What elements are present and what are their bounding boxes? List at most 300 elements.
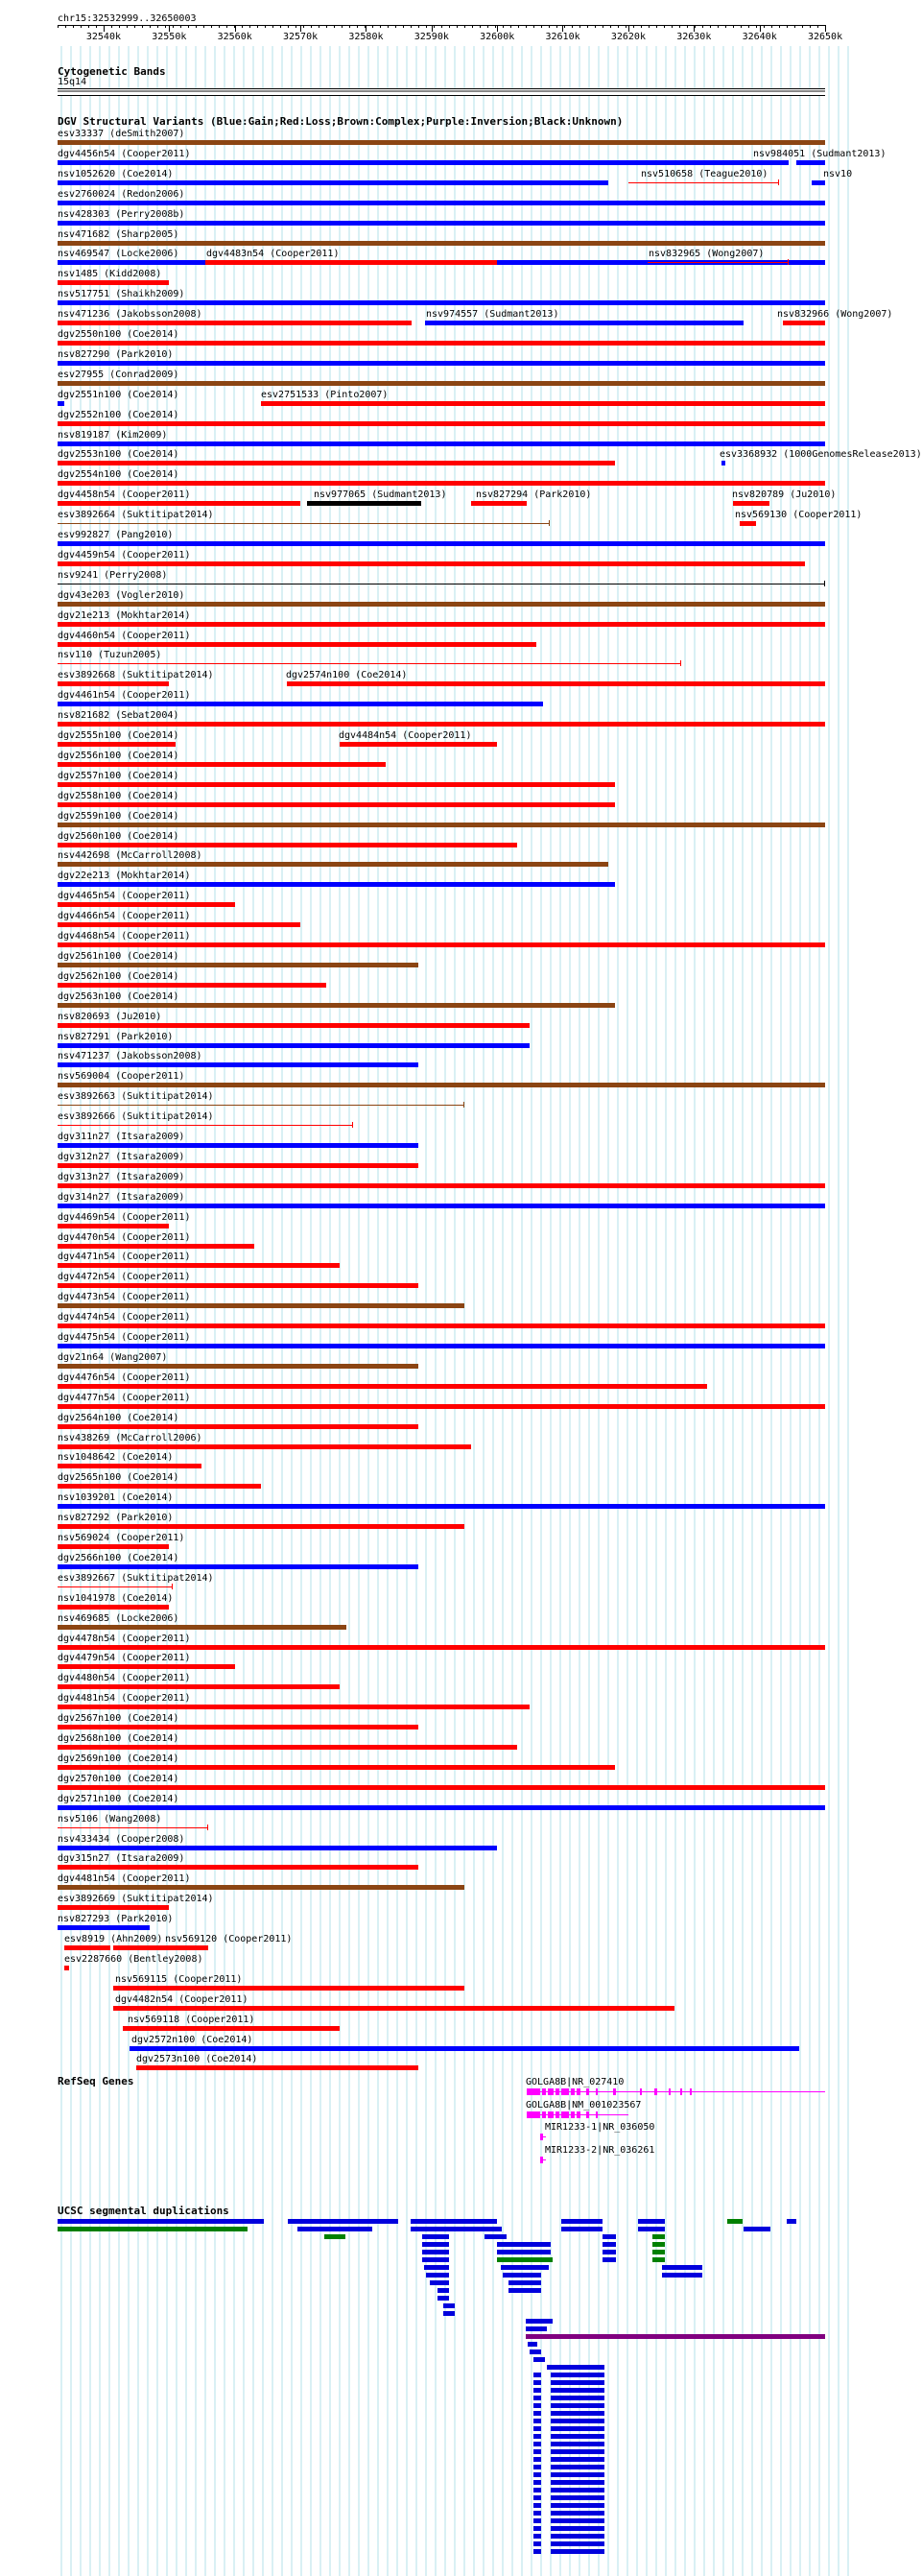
segdup-block[interactable] (411, 2219, 497, 2224)
segdup-block[interactable] (551, 2503, 604, 2508)
refseq-exon[interactable] (561, 2088, 569, 2095)
dgv-variant-bar[interactable] (58, 1204, 825, 1208)
dgv-variant-bar[interactable] (58, 882, 615, 887)
dgv-variant-bar[interactable] (58, 140, 825, 145)
dgv-variant-bar[interactable] (58, 1905, 169, 1910)
ruler-minor-tick (618, 25, 619, 28)
dgv-variant-label: esv2760024 (Redon2006) (58, 188, 185, 200)
dgv-variant-bar[interactable] (58, 1384, 707, 1389)
dgv-variant-bar[interactable] (796, 160, 825, 165)
dgv-variant-label: dgv4479n54 (Cooper2011) (58, 1653, 191, 1664)
dgv-variant-label: dgv2559n100 (Coe2014) (58, 810, 179, 822)
dgv-variant-bar[interactable] (783, 321, 825, 325)
dgv-variant-bar[interactable] (58, 421, 825, 426)
dgv-variant-label: dgv2552n100 (Coe2014) (58, 409, 179, 420)
refseq-exon[interactable] (527, 2088, 540, 2095)
dgv-variant-bar[interactable] (58, 1524, 464, 1529)
refseq-exon[interactable] (540, 2157, 543, 2163)
ruler-minor-tick (480, 25, 481, 28)
segdup-block[interactable] (551, 2480, 604, 2485)
ruler-minor-tick (73, 25, 74, 28)
ruler-minor-tick (403, 25, 404, 28)
dgv-variant-bar[interactable] (58, 1645, 825, 1650)
dgv-variant-bar[interactable] (58, 742, 176, 747)
dgv-variant-bar[interactable] (58, 501, 300, 506)
refseq-exon[interactable] (654, 2088, 657, 2095)
dgv-variant-bar[interactable] (58, 1464, 201, 1468)
segdup-block[interactable] (638, 2219, 665, 2224)
dgv-variant-bar[interactable] (58, 280, 169, 285)
dgv-variant-bar[interactable] (58, 321, 412, 325)
ruler-minor-tick (326, 25, 327, 28)
dgv-variant-bar[interactable] (58, 160, 789, 165)
dgv-variant-label: dgv2570n100 (Coe2014) (58, 1773, 179, 1784)
refseq-exon[interactable] (548, 2088, 554, 2095)
segdup-block[interactable] (551, 2472, 604, 2477)
dgv-variant-bar[interactable] (58, 862, 608, 867)
dgv-variant-bar[interactable] (307, 501, 422, 506)
segdup-block[interactable] (526, 2319, 553, 2324)
segdup-block[interactable] (533, 2465, 541, 2469)
dgv-variant-label: nsv1039201 (Coe2014) (58, 1492, 174, 1504)
refseq-exon[interactable] (571, 2088, 575, 2095)
segdup-block[interactable] (652, 2250, 665, 2254)
segdup-block[interactable] (551, 2549, 604, 2554)
segdup-block[interactable] (551, 2534, 604, 2539)
ruler-minor-tick (587, 25, 588, 28)
dgv-variant-label: dgv4477n54 (Cooper2011) (58, 1392, 191, 1403)
dgv-variant-label: dgv4471n54 (Cooper2011) (58, 1252, 191, 1263)
ruler-minor-tick (142, 25, 143, 28)
segdup-block[interactable] (424, 2265, 449, 2270)
segdup-block[interactable] (497, 2257, 553, 2262)
segdup-block[interactable] (422, 2250, 449, 2254)
ruler-minor-tick (81, 25, 82, 28)
ruler-minor-tick (119, 25, 120, 28)
dgv-variant-bar[interactable] (58, 523, 550, 524)
refseq-exon[interactable] (613, 2088, 616, 2095)
dgv-variant-label: nsv471237 (Jakobsson2008) (58, 1051, 202, 1062)
segdup-block[interactable] (526, 2326, 547, 2331)
dgv-variant-bar[interactable] (58, 541, 825, 546)
segdup-block[interactable] (437, 2296, 449, 2301)
segdup-block[interactable] (526, 2334, 825, 2339)
segdup-block[interactable] (551, 2518, 604, 2523)
segdup-block[interactable] (533, 2495, 541, 2500)
segdup-block[interactable] (485, 2234, 507, 2239)
segdup-block[interactable] (652, 2234, 665, 2239)
segdup-block[interactable] (426, 2273, 449, 2278)
segdup-block[interactable] (787, 2219, 796, 2224)
dgv-variant-label: dgv4476n54 (Cooper2011) (58, 1371, 191, 1383)
dgv-variant-bar[interactable] (58, 1805, 825, 1810)
dgv-variant-bar[interactable] (58, 221, 825, 226)
dgv-variant-bar[interactable] (58, 1023, 530, 1028)
segdup-block[interactable] (443, 2311, 455, 2316)
segdup-block[interactable] (324, 2234, 345, 2239)
dgv-variant-bar[interactable] (58, 1885, 464, 1890)
dgv-variant-bar[interactable] (64, 1966, 69, 1970)
segdup-block[interactable] (533, 2480, 541, 2485)
ruler-major-tick (628, 25, 629, 32)
dgv-variant-bar[interactable] (58, 1605, 169, 1610)
dgv-variant-bar[interactable] (58, 681, 169, 686)
ruler-minor-tick (748, 25, 749, 28)
segdup-block[interactable] (551, 2380, 604, 2385)
refseq-exon[interactable] (640, 2088, 642, 2095)
dgv-variant-bar[interactable] (812, 180, 825, 185)
segdup-block[interactable] (508, 2280, 541, 2285)
dgv-variant-bar[interactable] (58, 1043, 530, 1048)
dgv-variant-bar[interactable] (113, 1945, 208, 1950)
segdup-block[interactable] (533, 2396, 541, 2400)
ruler-tick-label: 32540k (85, 32, 121, 42)
segdup-block[interactable] (603, 2250, 616, 2254)
segdup-block[interactable] (422, 2242, 449, 2247)
dgv-variant-bar[interactable] (58, 300, 825, 305)
dgv-variant-bar[interactable] (58, 702, 543, 706)
dgv-variant-bar[interactable] (58, 782, 615, 787)
ruler-minor-tick (157, 25, 158, 28)
dgv-variant-bar[interactable] (58, 1846, 497, 1850)
dgv-variant-bar[interactable] (58, 1224, 169, 1228)
ruler-tick-label: 32570k (282, 32, 319, 42)
segdup-block[interactable] (551, 2449, 604, 2454)
segdup-block[interactable] (561, 2227, 603, 2231)
refseq-exon[interactable] (586, 2111, 589, 2118)
dgv-variant-label: dgv4474n54 (Cooper2011) (58, 1312, 191, 1324)
dgv-variant-label: dgv4459n54 (Cooper2011) (58, 549, 191, 561)
dgv-variant-bar[interactable] (58, 1925, 150, 1930)
dgv-variant-bar[interactable] (58, 381, 825, 386)
dgv-variant-label: dgv2556n100 (Coe2014) (58, 750, 179, 761)
refseq-exon[interactable] (577, 2088, 580, 2095)
dgv-variant-bar[interactable] (58, 902, 235, 907)
segdup-block[interactable] (58, 2219, 264, 2224)
segdup-block[interactable] (551, 2419, 604, 2423)
dgv-variant-label: dgv4478n54 (Cooper2011) (58, 1633, 191, 1644)
refseq-exon[interactable] (556, 2088, 559, 2095)
dgv-variant-bar[interactable] (58, 1625, 346, 1630)
dgv-variant-bar[interactable] (58, 201, 825, 205)
dgv-variant-bar[interactable] (58, 401, 64, 406)
ruler-major-tick (497, 25, 498, 32)
ruler-minor-tick (664, 25, 665, 28)
segdup-block[interactable] (551, 2526, 604, 2531)
segdup-block[interactable] (561, 2219, 603, 2224)
ruler-minor-tick (357, 25, 358, 28)
dgv-variant-bar[interactable] (130, 2046, 798, 2051)
segdup-block[interactable] (551, 2457, 604, 2462)
refseq-exon[interactable] (542, 2111, 546, 2118)
dgv-variant-bar[interactable] (58, 180, 608, 185)
segdup-block[interactable] (533, 2434, 541, 2439)
dgv-variant-bar[interactable] (58, 942, 825, 947)
dgv-variant-bar[interactable] (58, 1083, 825, 1087)
dgv-variant-bar[interactable] (58, 762, 386, 767)
dgv-variant-bar[interactable] (58, 963, 418, 967)
dgv-variant-bar[interactable] (58, 1105, 464, 1106)
segdup-block[interactable] (533, 2541, 541, 2546)
segdup-block[interactable] (422, 2234, 449, 2239)
dgv-variant-label: nsv510658 (Teague2010) (641, 168, 768, 179)
dgv-variant-bar[interactable] (58, 341, 825, 346)
refseq-exon[interactable] (586, 2088, 589, 2095)
dgv-variant-label: esv3892667 (Suktitipat2014) (58, 1572, 214, 1584)
segdup-block[interactable] (638, 2227, 665, 2231)
segdup-block[interactable] (551, 2411, 604, 2416)
segdup-block[interactable] (533, 2457, 541, 2462)
segdup-block[interactable] (603, 2257, 616, 2262)
dgv-variant-label: dgv2554n100 (Coe2014) (58, 469, 179, 481)
segdup-block[interactable] (533, 2357, 545, 2362)
dgv-variant-bar[interactable] (261, 401, 825, 406)
ruler-minor-tick (487, 25, 488, 28)
ruler-minor-tick (472, 25, 473, 28)
dgv-variant-bar[interactable] (58, 461, 615, 465)
segdup-block[interactable] (533, 2511, 541, 2516)
dgv-variant-bar[interactable] (58, 441, 825, 446)
segdup-block[interactable] (533, 2419, 541, 2423)
dgv-variant-bar[interactable] (648, 262, 789, 263)
segdup-block[interactable] (551, 2388, 604, 2393)
segdup-block[interactable] (533, 2534, 541, 2539)
segdup-block[interactable] (551, 2511, 604, 2516)
dgv-variant-bar[interactable] (58, 983, 326, 988)
dgv-variant-label: nsv569130 (Cooper2011) (735, 510, 863, 521)
segdup-block[interactable] (497, 2242, 551, 2247)
dgv-variant-bar[interactable] (287, 681, 825, 686)
dgv-variant-bar[interactable] (58, 241, 825, 246)
dgv-variant-bar[interactable] (58, 1664, 235, 1669)
segdup-block[interactable] (727, 2219, 743, 2224)
dgv-variant-bar[interactable] (58, 1404, 825, 1409)
refseq-gene-label: MIR1233-2|NR_036261 (545, 2145, 655, 2156)
refseq-exon[interactable] (690, 2088, 692, 2095)
dgv-variant-bar[interactable] (58, 1003, 615, 1008)
dgv-variant-bar[interactable] (733, 501, 769, 506)
dgv-variant-bar[interactable] (740, 521, 756, 526)
segdup-block[interactable] (533, 2488, 541, 2493)
segdup-block[interactable] (533, 2472, 541, 2477)
dgv-variant-bar[interactable] (58, 1705, 530, 1709)
dgv-variant-end-cap (352, 1122, 353, 1128)
segdup-block[interactable] (497, 2250, 551, 2254)
segdup-block[interactable] (533, 2549, 541, 2554)
segdup-block[interactable] (533, 2388, 541, 2393)
ruler-tick-label: 32560k (217, 32, 252, 42)
segdup-block[interactable] (662, 2273, 702, 2278)
dgv-variant-bar[interactable] (58, 561, 805, 566)
dgv-variant-bar[interactable] (58, 1544, 169, 1549)
dgv-variant-label: dgv2561n100 (Coe2014) (58, 950, 179, 962)
dgv-variant-bar[interactable] (58, 1684, 340, 1689)
dgv-variant-bar[interactable] (136, 2065, 418, 2070)
segdup-block[interactable] (533, 2411, 541, 2416)
dgv-variant-bar[interactable] (58, 1303, 464, 1308)
segdup-block[interactable] (297, 2227, 372, 2231)
refseq-exon[interactable] (669, 2088, 671, 2095)
dgv-variant-bar[interactable] (58, 602, 825, 607)
ruler-tick-label: 32580k (348, 32, 384, 42)
refseq-exon[interactable] (596, 2088, 598, 2095)
refseq-exon[interactable] (548, 2111, 554, 2118)
dgv-variant-label: nsv469685 (Locke2006) (58, 1612, 179, 1624)
segdup-block[interactable] (501, 2265, 549, 2270)
segdup-block[interactable] (288, 2219, 398, 2224)
segdup-block[interactable] (533, 2442, 541, 2446)
segdup-block[interactable] (603, 2242, 616, 2247)
dgv-variant-bar[interactable] (58, 1564, 418, 1569)
dgv-variant-bar[interactable] (628, 182, 779, 183)
segdup-block[interactable] (58, 2227, 248, 2231)
dgv-variant-bar[interactable] (58, 1424, 418, 1429)
segdup-block[interactable] (662, 2265, 702, 2270)
dgv-variant-bar[interactable] (58, 1344, 825, 1348)
dgv-variant-bar[interactable] (58, 1444, 471, 1449)
dgv-variant-bar[interactable] (58, 1183, 825, 1188)
dgv-variant-bar[interactable] (123, 2026, 340, 2031)
dgv-variant-label: nsv469547 (Locke2006) (58, 249, 179, 260)
segdup-block[interactable] (551, 2488, 604, 2493)
dgv-variant-bar[interactable] (58, 1865, 418, 1870)
ruler-minor-tick (134, 25, 135, 28)
dgv-variant-bar[interactable] (58, 1785, 825, 1790)
dgv-variant-bar[interactable] (58, 1062, 418, 1067)
segdup-block[interactable] (437, 2288, 449, 2293)
dgv-variant-label: nsv827293 (Park2010) (58, 1914, 174, 1925)
segdup-block[interactable] (430, 2280, 449, 2285)
segdup-block[interactable] (422, 2257, 449, 2262)
dgv-variant-bar[interactable] (58, 802, 615, 807)
dgv-variant-bar[interactable] (471, 501, 527, 506)
segdup-block[interactable] (533, 2426, 541, 2431)
refseq-exon[interactable] (577, 2111, 580, 2118)
segdup-block[interactable] (533, 2518, 541, 2523)
dgv-variant-bar[interactable] (58, 361, 825, 366)
dgv-variant-bar[interactable] (113, 2006, 674, 2011)
dgv-variant-bar[interactable] (58, 1765, 615, 1770)
dgv-variant-bar[interactable] (340, 742, 497, 747)
segdup-block[interactable] (533, 2449, 541, 2454)
dgv-variant-bar[interactable] (58, 1586, 173, 1587)
dgv-variant-bar[interactable] (58, 922, 300, 927)
dgv-variant-label: nsv471236 (Jakobsson2008) (58, 309, 202, 321)
ruler-tick-label: 32630k (676, 32, 712, 42)
segdup-block[interactable] (551, 2434, 604, 2439)
dgv-variant-bar[interactable] (58, 1827, 208, 1828)
dgv-variant-bar[interactable] (58, 481, 825, 486)
dgv-variant-bar[interactable] (58, 1364, 418, 1369)
dgv-variant-bar[interactable] (58, 1163, 418, 1168)
dgv-variant-bar[interactable] (425, 321, 744, 325)
segdup-block[interactable] (551, 2465, 604, 2469)
segdup-block[interactable] (551, 2396, 604, 2400)
segdup-block[interactable] (547, 2365, 604, 2370)
refseq-exon[interactable] (542, 2088, 546, 2095)
dgv-variant-label: nsv827290 (Park2010) (58, 348, 174, 360)
dgv-variant-bar[interactable] (58, 1745, 517, 1750)
dgv-variant-bar[interactable] (58, 642, 536, 647)
segdup-block[interactable] (551, 2495, 604, 2500)
dgv-variant-bar[interactable] (58, 663, 681, 664)
dgv-variant-label: nsv977065 (Sudmant2013) (314, 489, 447, 501)
refseq-exon[interactable] (571, 2111, 575, 2118)
ruler-minor-tick (779, 25, 780, 28)
refseq-exon[interactable] (540, 2134, 543, 2140)
refseq-exon[interactable] (680, 2088, 682, 2095)
ruler-minor-tick (111, 25, 112, 28)
dgv-variant-bar[interactable] (58, 722, 825, 727)
dgv-variant-bar[interactable] (58, 1244, 254, 1249)
segdup-block[interactable] (530, 2349, 541, 2354)
segdup-block[interactable] (411, 2227, 502, 2231)
segdup-block[interactable] (533, 2403, 541, 2408)
segdup-block[interactable] (652, 2257, 665, 2262)
segdup-block[interactable] (603, 2234, 616, 2239)
dgv-variant-label: nsv428303 (Perry2008b) (58, 208, 185, 220)
segdup-block[interactable] (551, 2442, 604, 2446)
segdup-block[interactable] (533, 2373, 541, 2377)
dgv-variant-label: esv2287660 (Bentley2008) (64, 1953, 203, 1965)
dgv-variant-label: nsv1048642 (Coe2014) (58, 1452, 174, 1464)
dgv-variant-bar[interactable] (58, 1725, 418, 1729)
refseq-exon[interactable] (556, 2111, 559, 2118)
segdup-block[interactable] (551, 2373, 604, 2377)
segdup-block[interactable] (551, 2426, 604, 2431)
dgv-variant-bar[interactable] (205, 260, 497, 265)
dgv-variant-bar[interactable] (58, 1125, 353, 1126)
dgv-variant-bar[interactable] (113, 1986, 464, 1991)
dgv-variant-bar[interactable] (58, 1504, 825, 1509)
segdup-block[interactable] (443, 2303, 455, 2308)
refseq-exon[interactable] (596, 2111, 598, 2118)
dgv-variant-bar[interactable] (58, 1263, 340, 1268)
ruler-minor-tick (272, 25, 273, 28)
refseq-exon[interactable] (527, 2111, 540, 2118)
ruler-major-tick (760, 25, 761, 32)
ruler-minor-tick (687, 25, 688, 28)
dgv-variant-bar[interactable] (721, 461, 725, 465)
segdup-block[interactable] (528, 2342, 537, 2347)
ruler-minor-tick (679, 25, 680, 28)
segdup-block[interactable] (533, 2503, 541, 2508)
segdup-block[interactable] (533, 2526, 541, 2531)
segdup-block[interactable] (744, 2227, 770, 2231)
cytoband-label: 15q14 (58, 77, 87, 87)
dgv-variant-bar[interactable] (58, 1143, 418, 1148)
segdup-block[interactable] (551, 2541, 604, 2546)
dgv-variant-label: nsv820789 (Ju2010) (732, 489, 837, 501)
dgv-variant-bar[interactable] (58, 622, 825, 627)
segdup-block[interactable] (503, 2273, 541, 2278)
segdup-block[interactable] (551, 2403, 604, 2408)
refseq-exon[interactable] (561, 2111, 569, 2118)
dgv-variant-bar[interactable] (58, 1484, 261, 1489)
segdup-block[interactable] (533, 2380, 541, 2385)
dgv-variant-label: dgv2572n100 (Coe2014) (131, 2034, 253, 2045)
dgv-variant-bar[interactable] (64, 1945, 110, 1950)
segdup-block[interactable] (508, 2288, 541, 2293)
dgv-variant-bar[interactable] (58, 1324, 825, 1328)
ruler-minor-tick (503, 25, 504, 28)
dgv-variant-bar[interactable] (58, 823, 825, 827)
segdup-block[interactable] (652, 2242, 665, 2247)
dgv-variant-bar[interactable] (58, 843, 517, 847)
dgv-variant-bar[interactable] (58, 1283, 418, 1288)
dgv-variant-label: nsv438269 (McCarroll2006) (58, 1432, 202, 1443)
dgv-variant-label: esv8919 (Ahn2009) (64, 1934, 163, 1944)
